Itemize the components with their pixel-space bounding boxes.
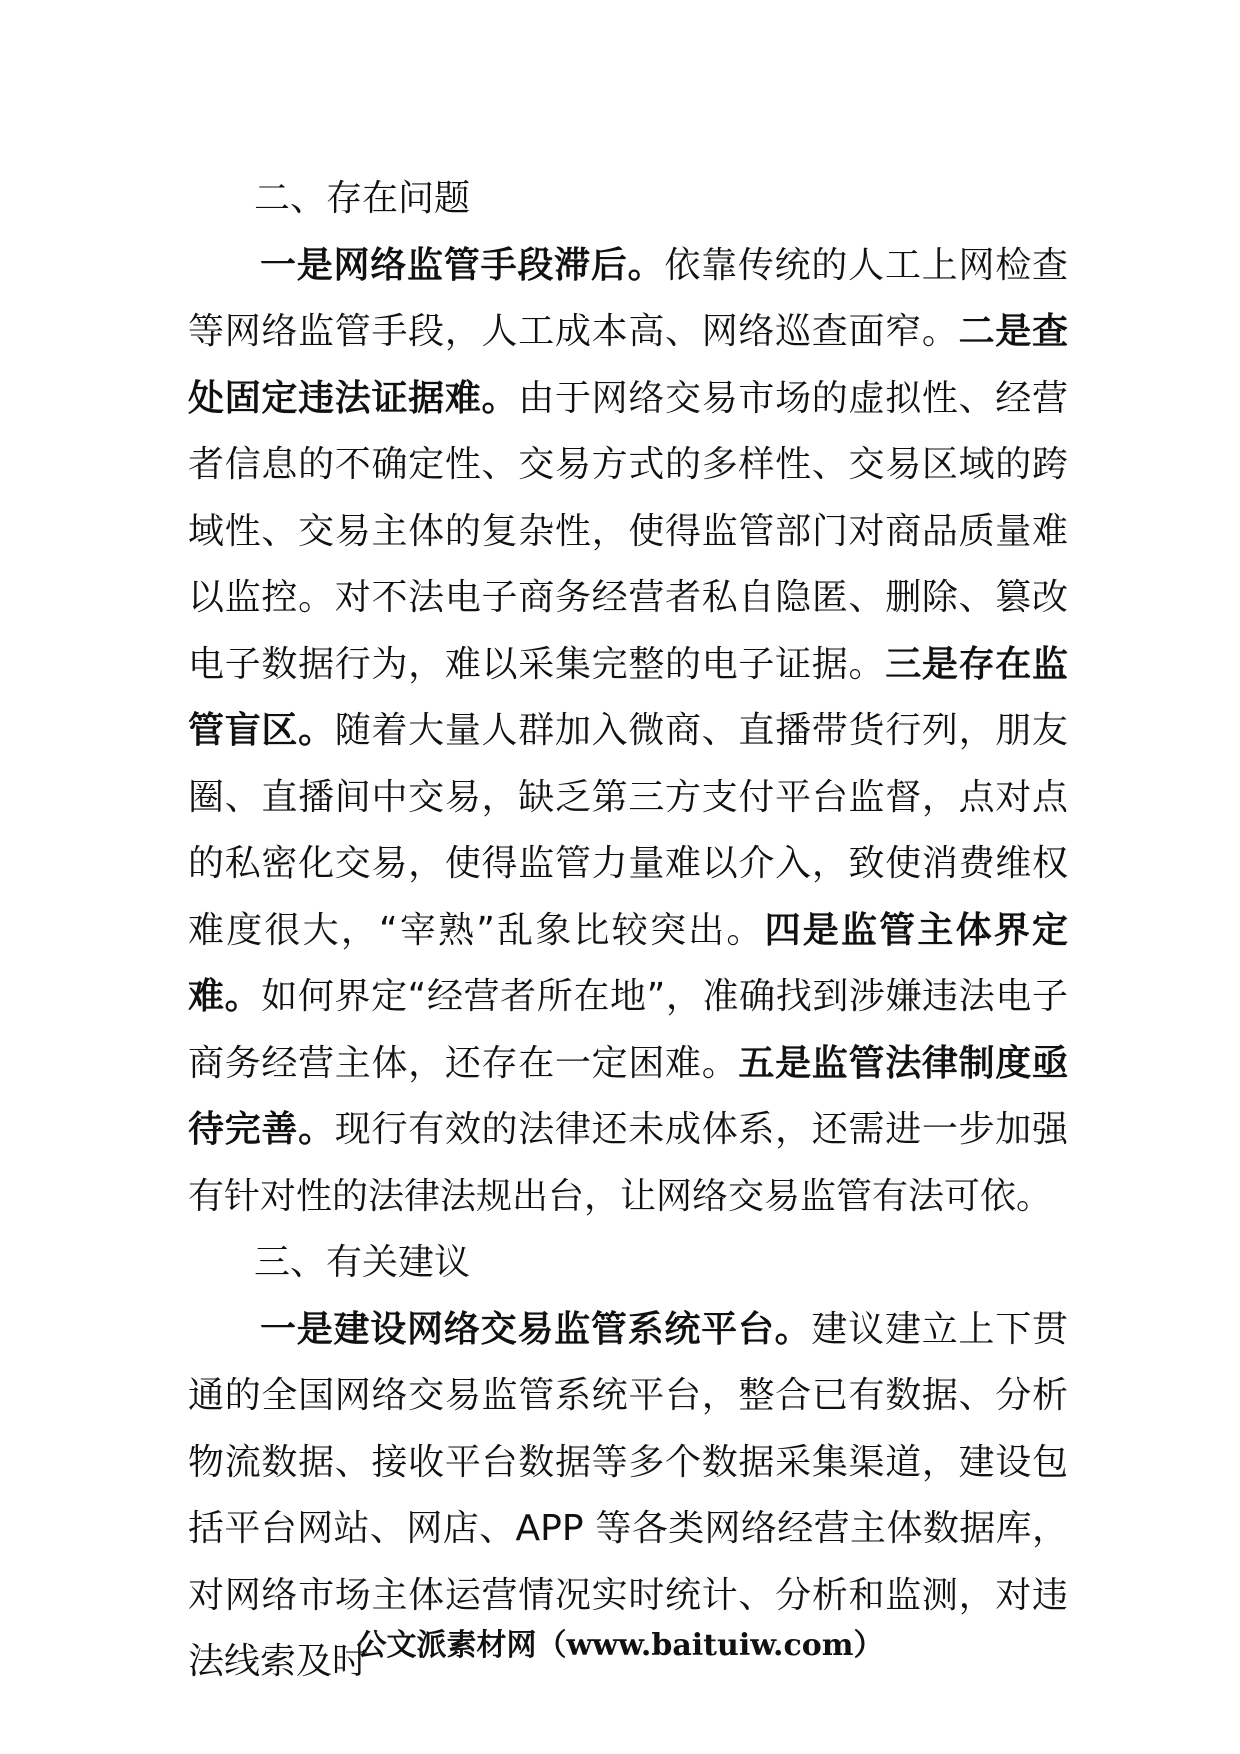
problem-4-text: 如何界定“经营者所在地”，准确找到涉嫌违法电子商务经营主体，还存在一定困难。 <box>188 976 1068 1084</box>
section-heading-suggestions: 三、有关建议 <box>254 1242 471 1283</box>
suggestion-1-text: 建议建立上下贯通的全国网络交易监管系统平台，整合已有数据、分析物流数据、接收平台数据等多个数据采集渠道，建设包括平台网站、网店、APP 等各类网络经营主体数据库，对网络市场主体运营情况实时统计、分析和监测，对违法线索及时 <box>188 1308 1068 1682</box>
problems-paragraph <box>188 233 1068 1231</box>
problem-4-title: 四是监管主体界定难。 <box>188 909 1068 1017</box>
problem-5-title: 五是监管法律制度亟待完善。 <box>188 1042 1068 1150</box>
problem-3-title: 三是存在监管盲区。 <box>188 643 1068 751</box>
problem-2-title: 二是查处固定违法证据难。 <box>188 311 1068 419</box>
document-body <box>188 166 1068 1696</box>
suggestion-1-title: 一是建设网络交易监管系统平台。 <box>260 1308 812 1350</box>
footer-watermark: 公文派素材网（www.baituiw.com） <box>356 1628 884 1663</box>
problem-5-text: 现行有效的法律还未成体系，还需进一步加强有针对性的法律法规出台，让网络交易监管有法可依。 <box>188 1109 1068 1217</box>
problem-1-title: 一是网络监管手段滞后。 <box>260 244 665 286</box>
section-heading-problems: 二、存在问题 <box>254 178 471 219</box>
problem-3-text: 随着大量人群加入微商、直播带货行列，朋友圈、直播间中交易，缺乏第三方支付平台监督，点对点的私密化交易，使得监管力量难以介入，致使消费维权难度很大，“宰熟”乱象比较突出。 <box>188 710 1068 951</box>
problem-1-text: 依靠传统的人工上网检查等网络监管手段，人工成本高、网络巡查面窄。 <box>188 244 1068 352</box>
problem-2-text: 由于网络交易市场的虚拟性、经营者信息的不确定性、交易方式的多样性、交易区域的跨域性、交易主体的复杂性，使得监管部门对商品质量难以监控。对不法电子商务经营者私自隐匿、删除、篡改电子数据行为，难以采集完整的电子证据。 <box>188 377 1068 685</box>
